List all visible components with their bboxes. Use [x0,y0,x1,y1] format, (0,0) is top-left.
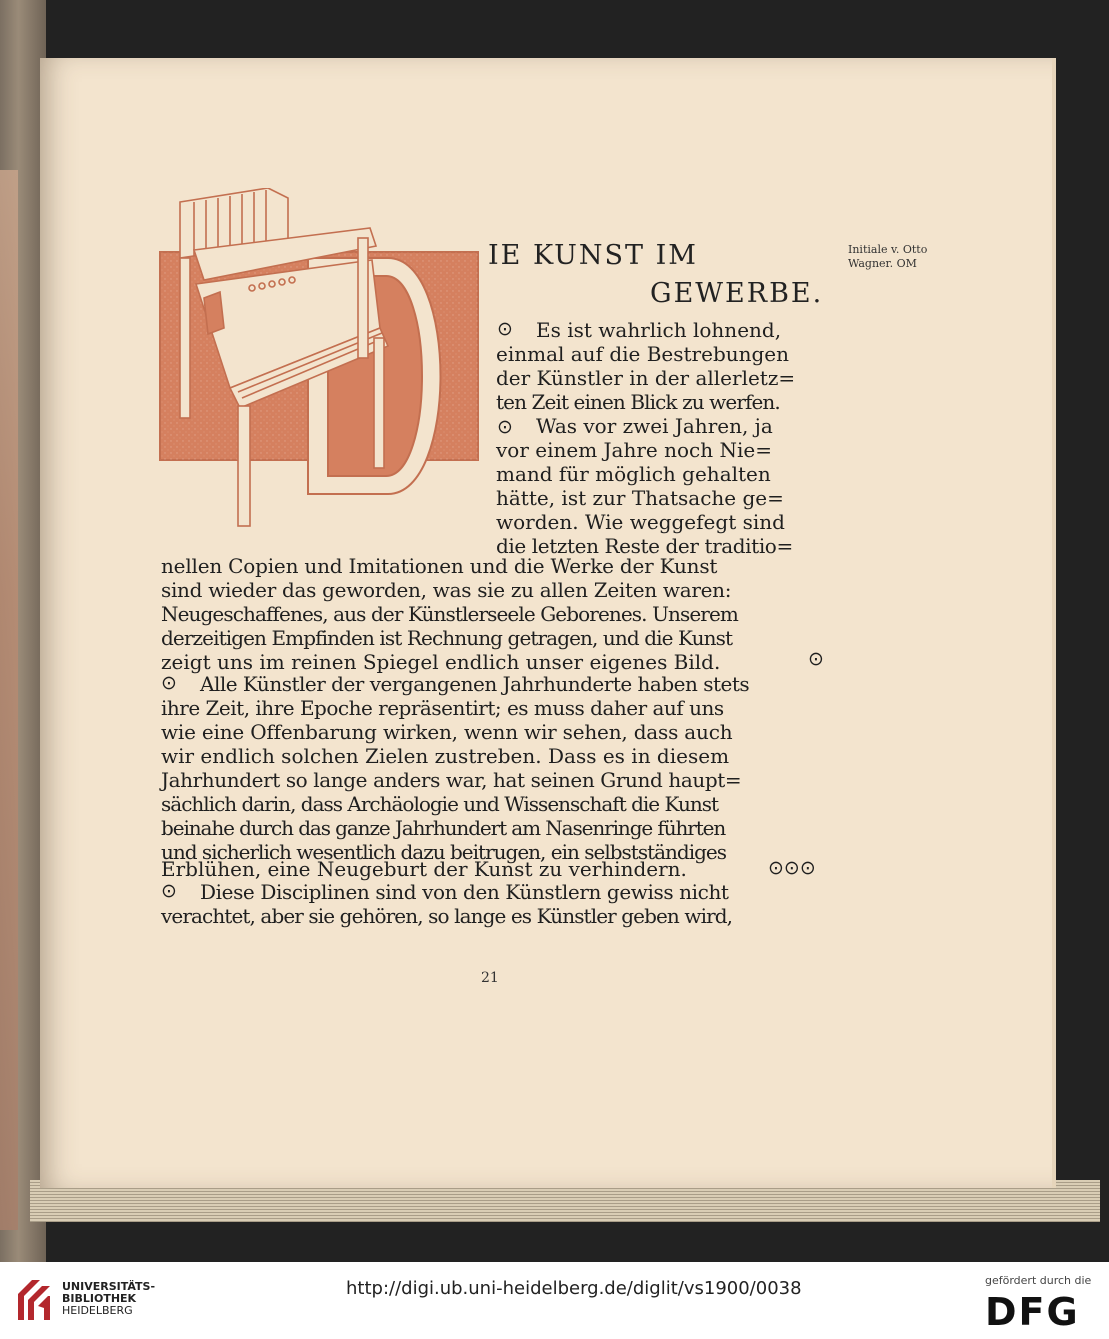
university-library-logo-icon [14,1276,54,1324]
text-line: ihre Zeit, ihre Epoche repräsentirt; es muss daher auf uns [161,696,724,720]
text-line: ten Zeit einen Blick zu werfen. [496,390,780,414]
initial-d-chair-illustration [158,188,484,538]
text-line: sächlich darin, dass Archäologie und Wissenschaft die Kunst [161,792,719,816]
paragraph-ornament: ⊙ [161,672,177,694]
text-line: wir endlich solchen Zielen zustreben. Dass es in diesem [161,744,730,768]
previous-page-strip [0,170,18,1230]
paragraph-ornament: ⊙ [497,318,513,340]
text-line: worden. Wie weggefegt sind [496,510,785,534]
text-line: beinahe durch das ganze Jahrhundert am Nasenringe führten [161,816,726,840]
text-line: verachtet, aber sie gehören, so lange es Künstler geben wird, [161,904,733,928]
illustration-caption [848,243,927,271]
dfg-logo: DFG [985,1290,1080,1334]
institution-line3: HEIDELBERG [62,1304,133,1317]
institution-line1: UNIVERSITÄTS- [62,1280,156,1293]
institution-line2: BIBLIOTHEK [62,1292,137,1305]
text-line: nellen Copien und Imitationen und die Werke der Kunst [161,554,718,578]
text-line: wie eine Offenbarung wirken, wenn wir sehen, dass auch [161,720,733,744]
text-line: vor einem Jahre noch Nie= [496,438,772,462]
text-line: Jahrhundert so lange anders war, hat seinen Grund haupt= [161,768,742,792]
text-line: der Künstler in der allerletz= [496,366,796,390]
text-line: Erblühen, eine Neugeburt der Kunst zu verhindern. [161,857,687,881]
institution-name [62,1281,155,1317]
text-line: mand für möglich gehalten [496,462,771,486]
article-title-line1: IE KUNST IM [488,240,698,271]
paragraph-ornament: ⊙ [497,416,513,438]
text-line: zeigt uns im reinen Spiegel endlich unser eigenes Bild. [161,650,721,674]
text-line: sind wieder das geworden, was sie zu allen Zeiten waren: [161,578,732,602]
text-line: Diese Disciplinen sind von den Künstlern gewiss nicht [200,880,729,904]
article-title-line2: GEWERBE. [650,278,824,309]
paragraph-ornament: ⊙ [808,648,824,670]
paragraph-ornament: ⊙ [161,880,177,902]
funded-by-label: gefördert durch die [985,1274,1092,1287]
caption-line1: Initiale v. Otto [848,243,928,256]
text-line: die letzten Reste der traditio= [496,534,793,558]
caption-line2: Wagner. OM [848,257,917,270]
page-edge [1052,58,1056,1188]
text-line: Alle Künstler der vergangenen Jahrhunderte haben stets [200,672,750,696]
footer-bar [0,1262,1109,1339]
text-line: derzeitigen Empfinden ist Rechnung getragen, und die Kunst [161,626,733,650]
page-number: 21 [481,970,499,986]
text-line: Es ist wahrlich lohnend, [536,318,782,342]
text-line: Neugeschaffenes, aus der Künstlerseele Geborenes. Unserem [161,602,738,626]
paragraph-ornament-triple: ⊙⊙⊙ [768,857,816,879]
permalink-url[interactable]: http://digi.ub.uni-heidelberg.de/diglit/vs1900/0038 [346,1278,802,1299]
text-line: Was vor zwei Jahren, ja [536,414,773,438]
text-line: hätte, ist zur Thatsache ge= [496,486,784,510]
text-line: und sicherlich wesentlich dazu beitrugen, ein selbstständiges [161,840,727,864]
text-line: einmal auf die Bestrebungen [496,342,790,366]
